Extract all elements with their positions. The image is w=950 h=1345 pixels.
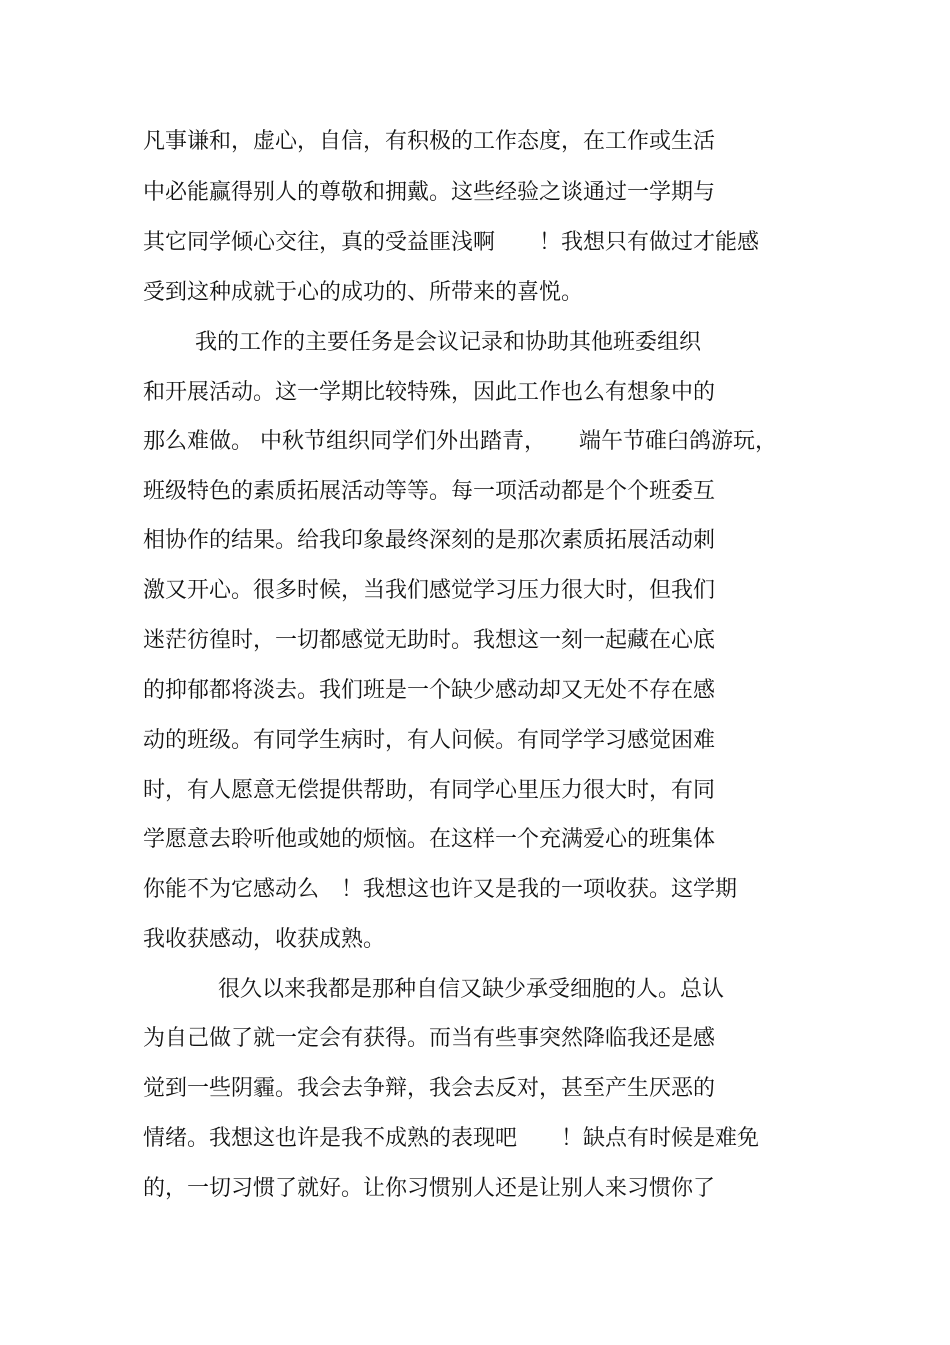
text-line-2: 中必能赢得别人的尊敬和拥戴。这些经验之谈通过一学期与: [143, 180, 716, 205]
text-line-11: 迷茫彷徨时，一切都感觉无助时。我想这一刻一起藏在心底: [143, 628, 716, 653]
text-line-22: 的，一切习惯了就好。让你习惯别人还是让别人来习惯你了: [143, 1176, 716, 1201]
text-line-1: 凡事谦和，虚心，自信，有积极的工作态度，在工作或生活: [143, 129, 716, 154]
text-line-6: 和开展活动。这一学期比较特殊，因此工作也么有想象中的: [143, 380, 716, 405]
text-line-4: 受到这种成就于心的成功的、所带来的喜悦。: [143, 280, 584, 305]
text-line-20: 觉到一些阴霾。我会去争辩，我会去反对，甚至产生厌恶的: [143, 1076, 716, 1101]
text-line-13: 动的班级。有同学生病时，有人问候。有同学学习感觉困难: [143, 728, 716, 753]
text-line-18: 很久以来我都是那种自信又缺少承受细胞的人。总认: [218, 977, 725, 1002]
text-line-16: 你能不为它感动么 ！我想这也许又是我的一项收获。这学期: [143, 877, 738, 902]
text-line-14: 时，有人愿意无偿提供帮助，有同学心里压力很大时，有同: [143, 778, 716, 803]
text-line-8: 班级特色的素质拓展活动等等。每一项活动都是个个班委互: [143, 479, 716, 504]
text-line-19: 为自己做了就一定会有获得。而当有些事突然降临我还是感: [143, 1026, 716, 1051]
text-line-15: 学愿意去聆听他或她的烦恼。在这样一个充满爱心的班集体: [143, 827, 716, 852]
text-line-3: 其它同学倾心交往，真的受益匪浅啊 ！我想只有做过才能感: [143, 230, 760, 255]
text-line-10: 激又开心。很多时候，当我们感觉学习压力很大时，但我们: [143, 578, 716, 603]
text-line-12: 的抑郁都将淡去。我们班是一个缺少感动却又无处不存在感: [143, 678, 716, 703]
text-line-5: 我的工作的主要任务是会议记录和协助其他班委组织: [195, 330, 702, 355]
text-line-21: 情绪。我想这也许是我不成熟的表现吧 ！缺点有时候是难免: [143, 1126, 760, 1151]
text-line-7: 那么难做。 中秋节组织同学们外出踏青， 端午节碓臼鸽游玩，: [143, 429, 777, 454]
text-line-9: 相协作的结果。给我印象最终深刻的是那次素质拓展活动刺: [143, 528, 716, 553]
text-line-17: 我收获感动，收获成熟。: [143, 927, 386, 952]
